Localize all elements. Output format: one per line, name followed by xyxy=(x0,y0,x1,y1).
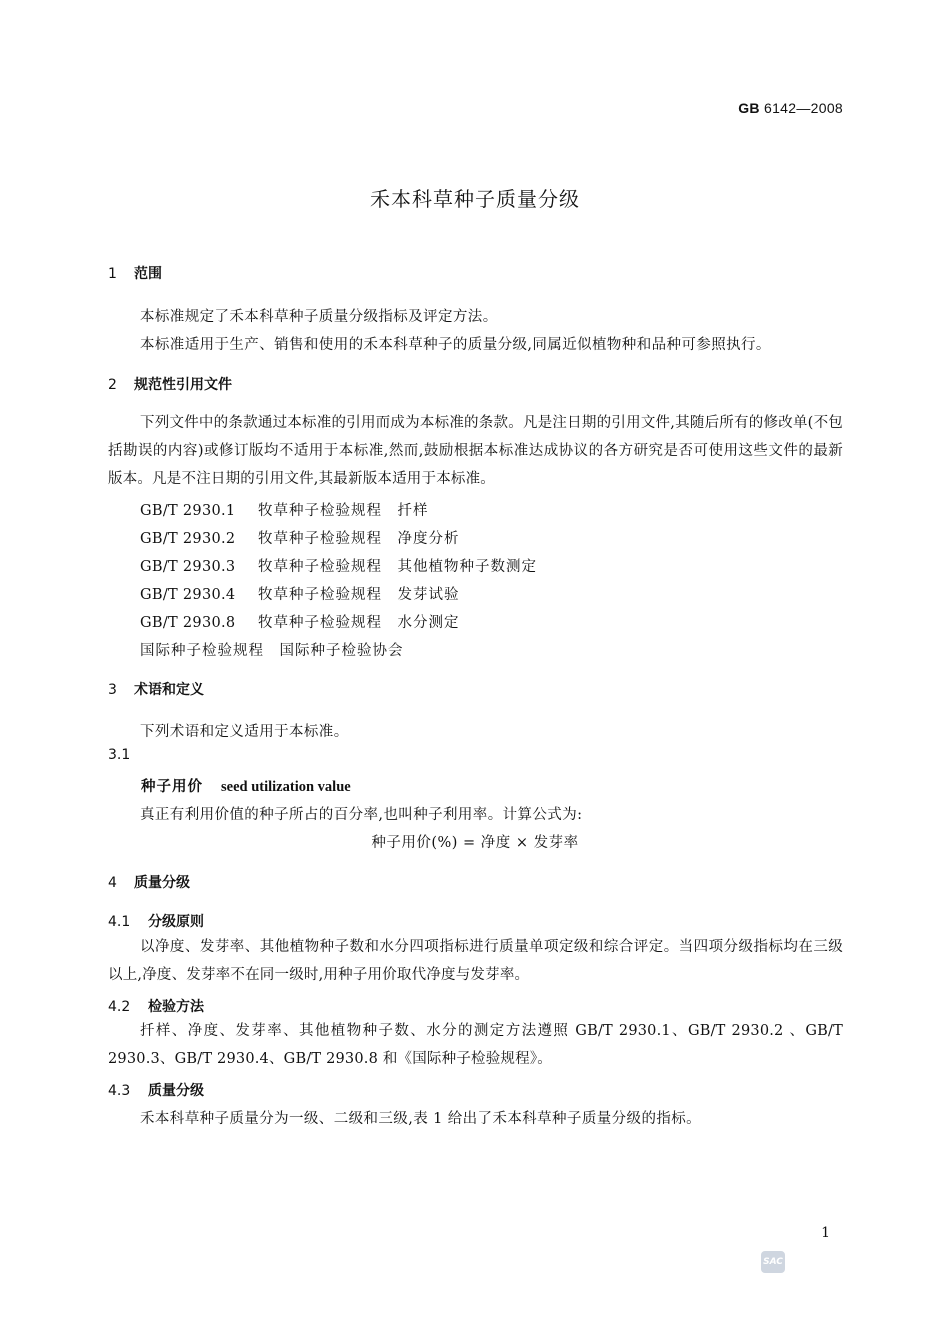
term-entry: 种子用价 seed utilization value xyxy=(141,779,351,795)
subsection-4-1-paragraph: 以净度、发芽率、其他植物种子数和水分四项指标进行质量单项定级和综合评定。当四项分级指标均在三级以上,净度、发芽率不在同一级时,用种子用价取代净度与发芽率。 xyxy=(108,939,843,983)
reference-item: GB/T 2930.8 牧草种子检验规程 水分测定 xyxy=(140,615,460,631)
term-definition: 真正有利用价值的种子所占的百分率,也叫种子利用率。计算公式为: xyxy=(140,807,583,823)
section-3-paragraph: 下列术语和定义适用于本标准。 xyxy=(140,724,349,740)
section-1-paragraph-2: 本标准适用于生产、销售和使用的禾本科草种子的质量分级,同属近似植物种和品种可参照执行。 xyxy=(140,337,771,353)
section-2-paragraph: 下列文件中的条款通过本标准的引用而成为本标准的条款。凡是注日期的引用文件,其随后所有的修改单(不包括勘误的内容)或修订版均不适用于本标准,然而,鼓励根据本标准达成协议的各方研究是否可使用这些文件的最新版本。凡是不注日期的引用文件,其最新版本适用于本标准。 xyxy=(108,415,843,487)
section-1-paragraph-1: 本标准规定了禾本科草种子质量分级指标及评定方法。 xyxy=(140,309,498,325)
section-1-heading: 1 范围 xyxy=(108,266,162,282)
subsection-4-3-heading: 4.3 质量分级 xyxy=(108,1083,204,1099)
subsection-4-1-heading: 4.1 分级原则 xyxy=(108,914,204,930)
subsection-4-2-paragraph: 扦样、净度、发芽率、其他植物种子数、水分的测定方法遵照 GB/T 2930.1、GB/T 2930.2 、GB/T 2930.3、GB/T 2930.4、GB/T 2930.8 和《国际种子检验规程》。 xyxy=(108,1023,843,1067)
subsection-4-2-heading: 4.2 检验方法 xyxy=(108,999,204,1015)
section-4-heading: 4 质量分级 xyxy=(108,875,190,891)
reference-item-intl: 国际种子检验规程 国际种子检验协会 xyxy=(140,643,404,659)
section-3-heading: 3 术语和定义 xyxy=(108,682,204,698)
subsection-4-3-paragraph: 禾本科草种子质量分为一级、二级和三级,表 1 给出了禾本科草种子质量分级的指标。 xyxy=(140,1111,702,1127)
section-2-heading: 2 规范性引用文件 xyxy=(108,377,232,393)
page-title: 禾本科草种子质量分级 xyxy=(370,187,580,211)
sac-logo: SAC xyxy=(761,1251,785,1273)
standard-code: GB 6142—2008 xyxy=(738,100,843,116)
reference-item: GB/T 2930.2 牧草种子检验规程 净度分析 xyxy=(140,531,460,547)
formula: 种子用价(%) = 净度 × 发芽率 xyxy=(371,835,579,851)
subsection-3-1-number: 3.1 xyxy=(108,747,131,763)
reference-item: GB/T 2930.1 牧草种子检验规程 扦样 xyxy=(140,503,429,519)
reference-item: GB/T 2930.3 牧草种子检验规程 其他植物种子数测定 xyxy=(140,559,537,575)
page-number: 1 xyxy=(821,1225,830,1241)
reference-item: GB/T 2930.4 牧草种子检验规程 发芽试验 xyxy=(140,587,460,603)
